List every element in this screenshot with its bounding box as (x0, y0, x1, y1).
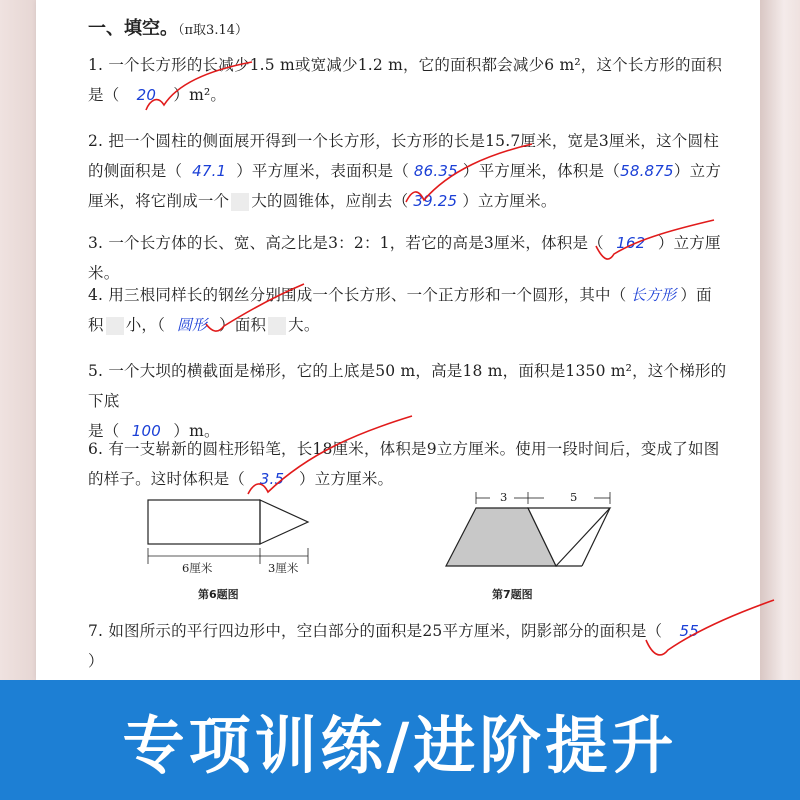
banner-text: 专项训练/进阶提升 (122, 708, 678, 782)
fig7-dim-right: 5 (570, 490, 578, 504)
question-1: 1. 一个长方形的长减少1.5 m或宽减少1.2 m，它的面积都会减少6 m²，这个长方形的面积 是（ 20 ）m²。 (88, 50, 728, 110)
pi-note: （π取3.14） (178, 23, 248, 38)
figure-7-parallelogram (440, 488, 620, 578)
redacted-blank (106, 317, 124, 335)
answer-7: 55 (679, 622, 699, 640)
answer-2a: 47.1 (192, 162, 227, 180)
question-3: 3. 一个长方体的长、宽、高之比是3：2：1，若它的高是3厘米，体积是（ 162 ）立方厘米。 (88, 228, 728, 288)
check-mark-3 (590, 218, 720, 278)
check-mark-2 (400, 140, 540, 220)
answer-2b: 86.35 (413, 162, 458, 180)
book-left-edge (0, 0, 36, 680)
fig6-dim-left: 6厘米 (182, 561, 213, 575)
question-5: 5. 一个大坝的横截面是梯形，它的上底是50 m，高是18 m，面积是1350 m²，这个梯形的下底 是（ 100 ）m。 (88, 356, 728, 446)
promo-banner (0, 680, 800, 800)
question-4: 4. 用三根同样长的钢丝分别围成一个长方形、一个正方形和一个圆形，其中（ 长方形 ）面 积 小，（ 圆形 ）面积 大。 (88, 280, 728, 340)
answer-3: 162 (616, 234, 646, 252)
answer-2d: 39.25 (413, 192, 458, 210)
fig7-caption: 第7题图 (492, 588, 533, 601)
fig6-caption: 第6题图 (198, 588, 239, 601)
answer-4b: 圆形 (176, 316, 208, 334)
answer-1: 20 (136, 86, 157, 104)
answer-5: 100 (131, 422, 162, 440)
check-mark-7 (640, 598, 780, 668)
answer-4a: 长方形 (630, 286, 677, 304)
redacted-blank (231, 193, 249, 211)
check-mark-4 (200, 280, 310, 340)
question-2: 2. 把一个圆柱的侧面展开得到一个长方形，长方形的长是15.7厘米，宽是3厘米，这个圆柱 的侧面积是（ 47.1 ）平方厘米，表面积是（ 86.35 ）平方厘米，体积是（58.875）立方 厘米，将它削成一个 大的圆锥体，应削去（ 39.25 ）立方厘米。 (88, 126, 728, 216)
question-7: 7. 如图所示的平行四边形中，空白部分的面积是25平方厘米，阴影部分的面积是（ 55） (88, 616, 728, 706)
book-spine-shadow (760, 0, 800, 680)
fig6-dim-right: 3厘米 (268, 561, 299, 575)
answer-2c: 58.875 (620, 162, 674, 180)
check-mark-1 (140, 60, 260, 120)
question-6: 6. 有一支崭新的圆柱形铅笔，长18厘米，体积是9立方厘米。使用一段时间后，变成了如图 的样子。这时体积是（ 3.5 ）立方厘米。 (88, 434, 728, 494)
section-title: 一、填空。（π取3.14） (88, 18, 248, 39)
fig7-dim-left: 3 (500, 490, 508, 504)
answer-6: 3.5 (259, 470, 285, 488)
